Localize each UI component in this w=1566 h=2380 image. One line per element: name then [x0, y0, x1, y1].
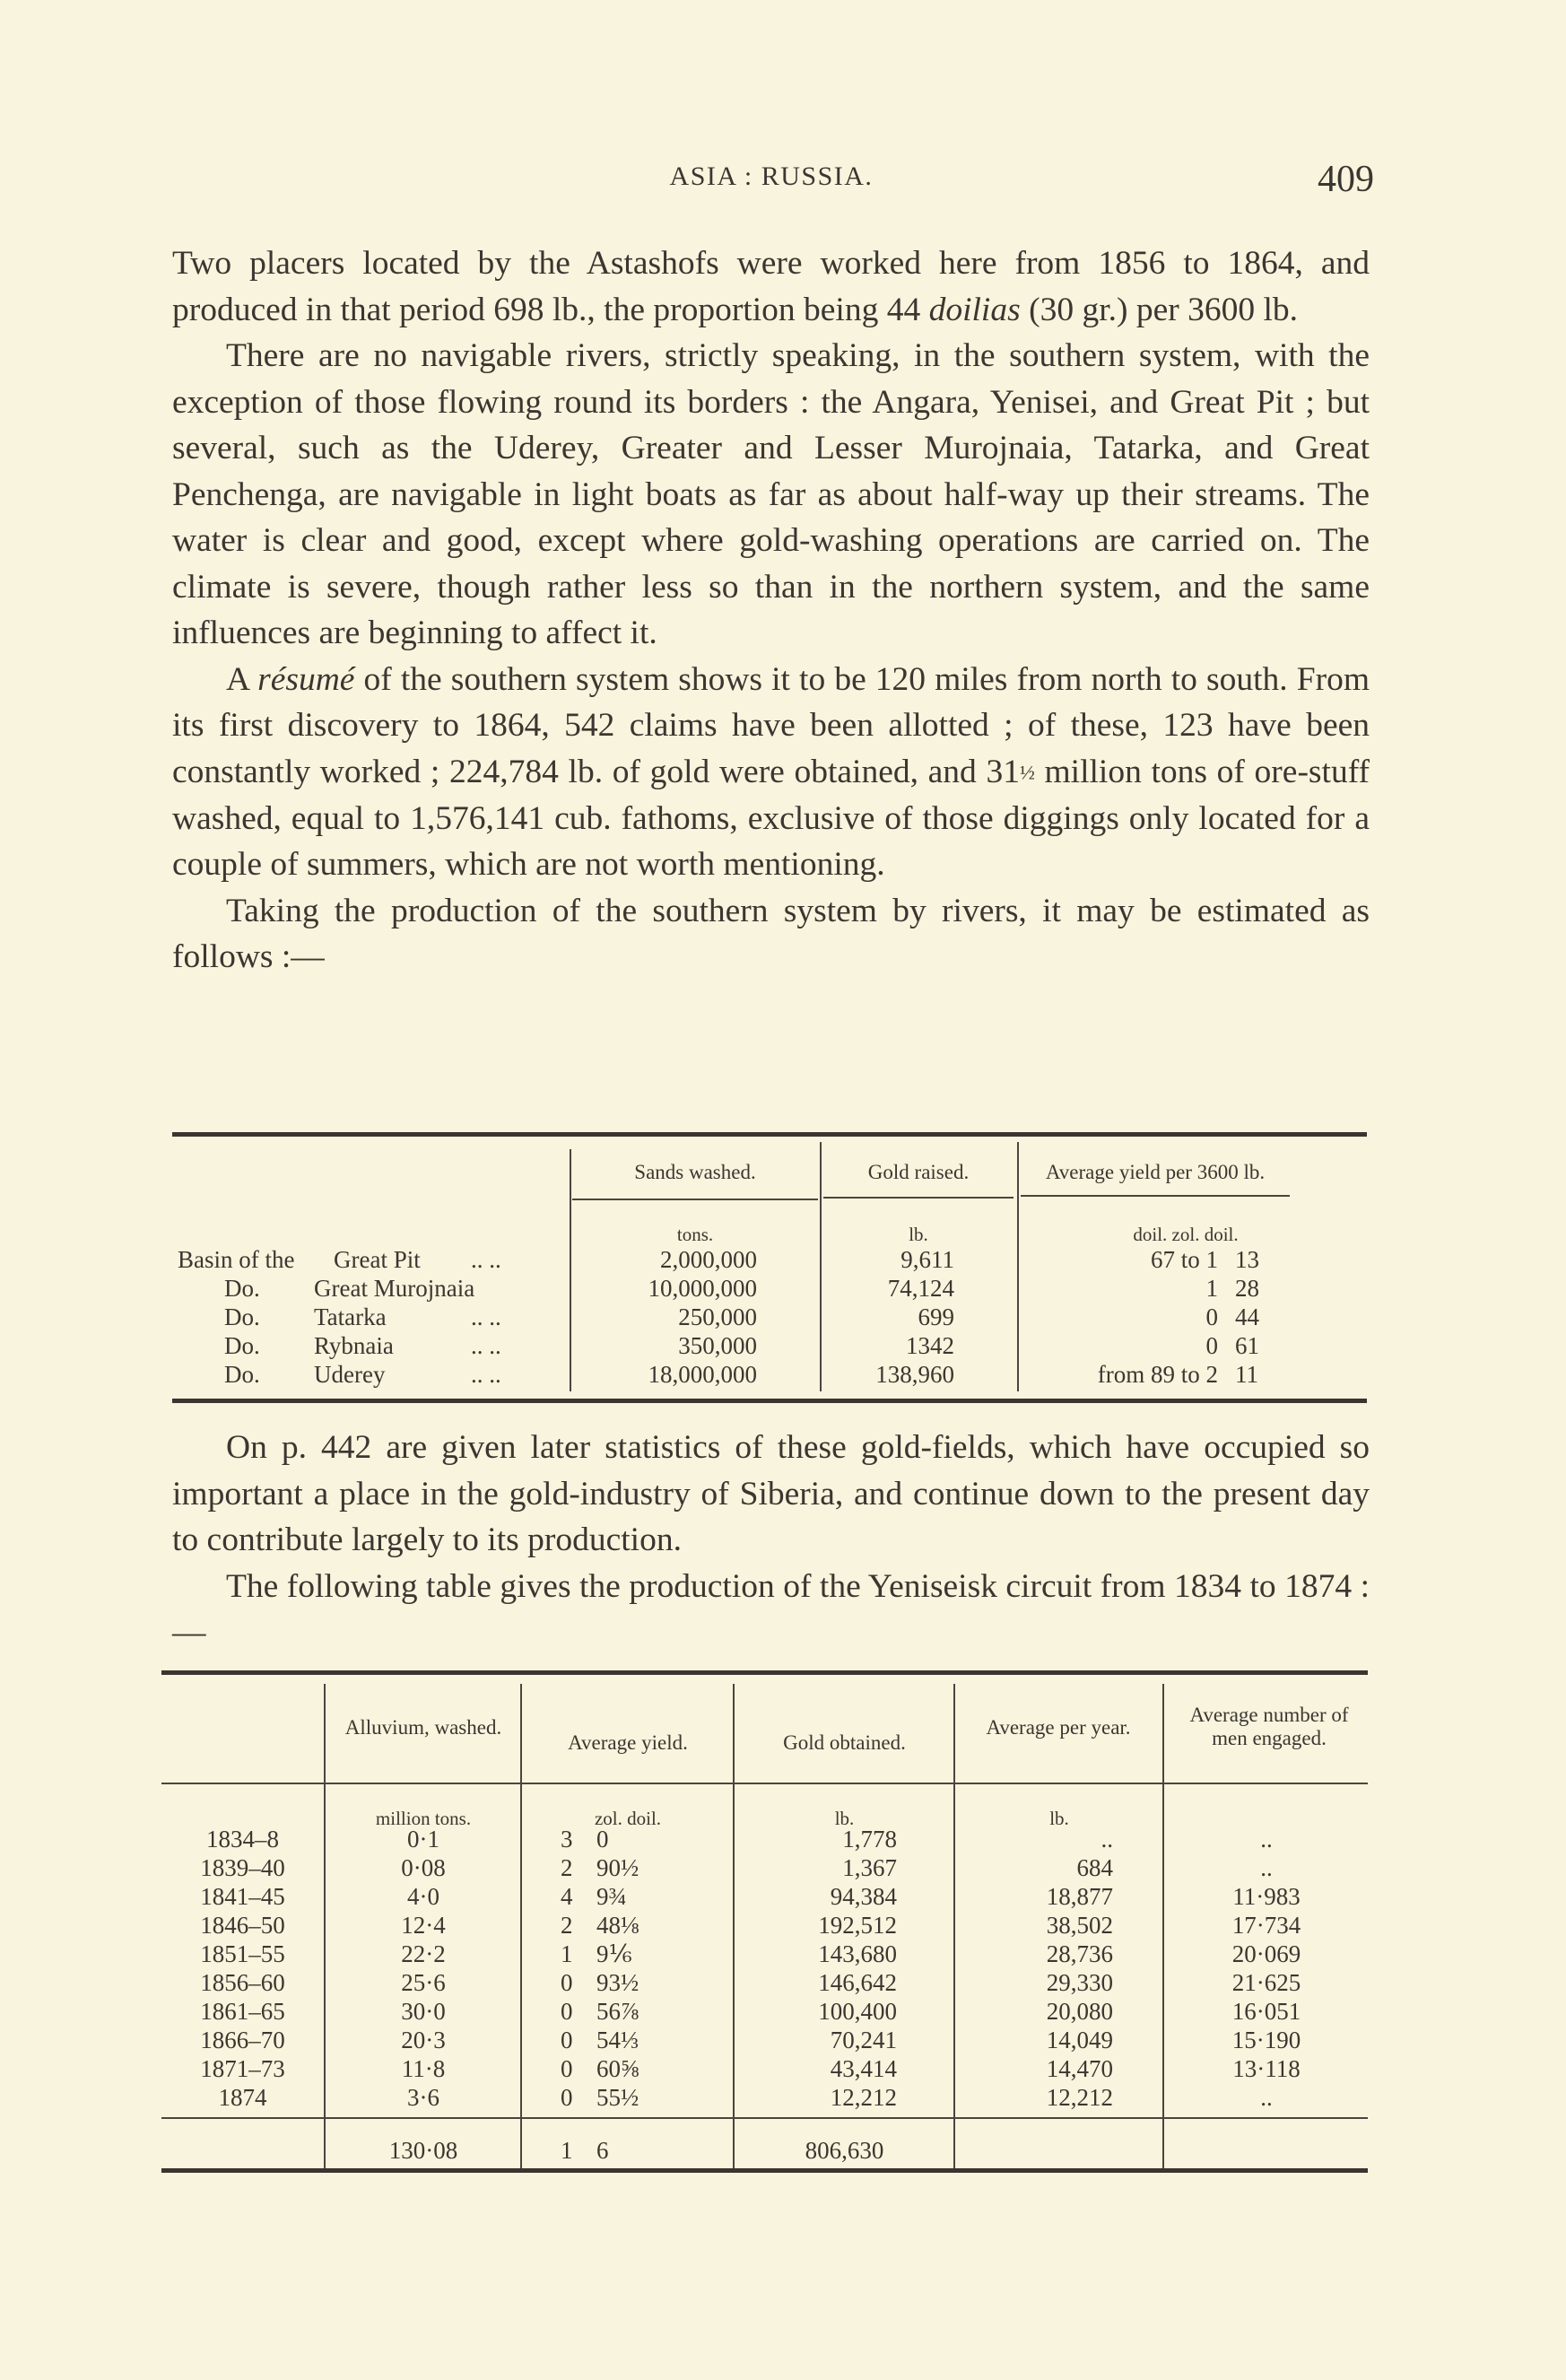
- period: 1846–50: [200, 1912, 285, 1939]
- gold-obtained-value: 70,241: [830, 2027, 897, 2053]
- sands-washed-value: 18,000,000: [648, 1361, 757, 1388]
- men-engaged-value: 16·051: [1231, 1998, 1301, 2025]
- alluvium-value: 22·2: [401, 1940, 446, 1967]
- fraction: ½: [1019, 761, 1035, 784]
- table-body: [161, 1675, 1368, 2168]
- gold-raised-value: 699: [918, 1303, 954, 1330]
- page-number: 409: [1318, 159, 1374, 200]
- sands-washed-value: 2,000,000: [660, 1246, 757, 1273]
- dot-leader: .. ..: [471, 1361, 501, 1388]
- men-engaged-value: 11·983: [1232, 1883, 1301, 1910]
- average-per-year-value: 20,080: [1046, 1998, 1113, 2025]
- page-header: [170, 158, 1372, 203]
- row-label-prefix: Do.: [224, 1361, 260, 1388]
- column-header: Gold obtained.: [783, 1731, 906, 1754]
- column-divider: [733, 1684, 735, 2168]
- gold-raised-value: 138,960: [875, 1361, 954, 1388]
- italic-term: résumé: [257, 660, 355, 698]
- yield-ratio: 67 to 1: [1150, 1246, 1218, 1273]
- river-name: Tatarka: [314, 1303, 387, 1330]
- column-divider: [520, 1684, 522, 2168]
- yield-ratio: 0: [1205, 1303, 1218, 1330]
- header-rule: [1021, 1195, 1290, 1197]
- row-label-prefix: Basin of the: [178, 1246, 295, 1273]
- row-label-prefix: Do.: [224, 1332, 260, 1359]
- gold-raised-value: 1342: [906, 1332, 954, 1359]
- row-label-prefix: Do.: [224, 1303, 260, 1330]
- paragraph-text: million tons of ore-stuff washed, equal to 1,576,141 cub. fathoms, exclusive of those diggings only located for a couple of summers, which are not worth mentioning.: [172, 753, 1370, 884]
- total-gold: 806,630: [805, 2137, 884, 2164]
- yield-zol: 0: [561, 1998, 573, 2025]
- unit-label: million tons.: [375, 1808, 472, 1829]
- running-head: ASIA : RUSSIA.: [669, 161, 874, 191]
- period: 1866–70: [200, 2027, 285, 2053]
- alluvium-value: 20·3: [401, 2027, 446, 2053]
- period: 1861–65: [200, 1998, 285, 2025]
- column-header: Average per year.: [986, 1716, 1131, 1739]
- header-rule: [572, 1199, 818, 1200]
- alluvium-value: 4·0: [407, 1883, 439, 1910]
- column-divider: [820, 1142, 822, 1391]
- yield-doil: 48⅛: [596, 1912, 639, 1939]
- average-per-year-value: 684: [1076, 1854, 1113, 1881]
- river-name: Great Murojnaia: [314, 1275, 475, 1302]
- yield-doil: 93½: [596, 1969, 639, 1996]
- alluvium-value: 12·4: [401, 1912, 446, 1939]
- men-engaged-value: 13·118: [1232, 2055, 1301, 2082]
- header-rule: [823, 1197, 1014, 1199]
- gold-obtained-value: 100,400: [818, 1998, 897, 2025]
- average-per-year-value: ..: [1101, 1826, 1113, 1853]
- men-engaged-value: 21·625: [1231, 1969, 1301, 1996]
- river-name: Uderey: [314, 1361, 386, 1388]
- dot-leader: .. ..: [471, 1246, 501, 1273]
- gold-obtained-value: 192,512: [818, 1912, 897, 1939]
- paragraph-rivers: There are no navigable rivers, strictly speaking, in the southern system, with the exception of those flowing round its borders : the Angara, Yenisei, and Great Pit ; but several, such as the Uderey, Greater and Lesser Murojnaia, Tatarka, and Great Penchenga, are navigable in light boats as far as about half-way up their streams. The water is clear and good, except where gold-washing operations are carried on. The climate is severe, though rather less so than in the northern system, and the same influences are beginning to affect it.: [172, 337, 1370, 651]
- unit-label: doil. zol. doil.: [1133, 1224, 1239, 1245]
- italic-term: doilias: [928, 291, 1021, 328]
- paragraph-following-table: The following table gives the production of the Yeniseisk circuit from 1834 to 1874 :—: [172, 1567, 1370, 1651]
- yield-zol: 2: [561, 1912, 573, 1939]
- table-southern-system-by-rivers: [172, 1132, 1367, 1403]
- paragraph-placers: [172, 240, 1370, 333]
- yield-doil: 54⅓: [596, 2027, 639, 2053]
- paragraph-text: A: [226, 660, 258, 698]
- total-doil: 6: [596, 2137, 609, 2164]
- yield-doil: 44: [1235, 1303, 1259, 1330]
- yield-ratio: from 89 to 2: [1097, 1361, 1218, 1388]
- gold-obtained-value: 12,212: [830, 2084, 897, 2111]
- unit-label: lb.: [834, 1808, 855, 1829]
- column-divider: [953, 1684, 955, 2168]
- alluvium-value: 3·6: [407, 2084, 439, 2111]
- men-engaged-value: 20·069: [1231, 1940, 1301, 1967]
- period: 1856–60: [200, 1969, 285, 1996]
- unit-label: zol. doil.: [594, 1808, 662, 1829]
- yield-zol: 0: [561, 2055, 573, 2082]
- yield-doil: 61: [1235, 1332, 1259, 1359]
- period: 1874: [218, 2084, 267, 2111]
- alluvium-value: 0·1: [407, 1826, 439, 1853]
- paragraph-resume: [172, 657, 1370, 888]
- yield-doil: 11: [1235, 1361, 1258, 1388]
- column-divider: [570, 1149, 571, 1391]
- alluvium-value: 0·08: [401, 1854, 446, 1881]
- table-yeniseisk-production: [161, 1670, 1368, 2173]
- header-rule: [161, 1783, 1368, 1784]
- gold-obtained-value: 143,680: [818, 1940, 897, 1967]
- average-per-year-value: 29,330: [1046, 1969, 1113, 1996]
- row-label-prefix: Do.: [224, 1275, 260, 1302]
- alluvium-value: 30·0: [401, 1998, 446, 2025]
- yield-zol: 0: [561, 1969, 573, 1996]
- gold-obtained-value: 146,642: [818, 1969, 897, 1996]
- sands-washed-value: 10,000,000: [648, 1275, 757, 1302]
- unit-label: lb.: [909, 1224, 928, 1245]
- table-body: [172, 1137, 1367, 1399]
- period: 1839–40: [200, 1854, 285, 1881]
- yield-doil: 90½: [596, 1854, 639, 1881]
- gold-obtained-value: 1,778: [842, 1826, 897, 1853]
- unit-label: tons.: [676, 1224, 714, 1245]
- yield-doil: 60⅝: [596, 2055, 639, 2082]
- average-per-year-value: 12,212: [1046, 2084, 1113, 2111]
- table-bottom-rule: [161, 2168, 1368, 2173]
- river-name: Great Pit: [334, 1246, 421, 1273]
- paragraph-later-statistics: On p. 442 are given later statistics of these gold-fields, which have occupied so important a place in the gold-industry of Siberia, and continue down to the present day to contribute largely to its production.: [172, 1429, 1370, 1558]
- average-per-year-value: 38,502: [1046, 1912, 1113, 1939]
- gold-obtained-value: 94,384: [830, 1883, 897, 1910]
- yield-zol: 4: [561, 1883, 573, 1910]
- period: 1851–55: [200, 1940, 285, 1967]
- sands-washed-value: 250,000: [678, 1303, 757, 1330]
- average-per-year-value: 14,470: [1046, 2055, 1113, 2082]
- total-alluvium: 130·08: [388, 2137, 458, 2164]
- column-header: Average number of men engaged.: [1189, 1704, 1349, 1749]
- gold-raised-value: 74,124: [887, 1275, 954, 1302]
- average-per-year-value: 14,049: [1046, 2027, 1113, 2053]
- yield-doil: 28: [1235, 1275, 1259, 1302]
- yield-zol: 0: [561, 2027, 573, 2053]
- yield-zol: 0: [561, 2084, 573, 2111]
- column-header: Alluvium, washed.: [344, 1716, 502, 1739]
- yield-ratio: 0: [1205, 1332, 1218, 1359]
- yield-zol: 2: [561, 1854, 573, 1881]
- men-engaged-value: ..: [1260, 1826, 1273, 1853]
- yield-doil: 9⅙: [596, 1940, 632, 1967]
- column-divider: [1017, 1142, 1019, 1391]
- men-engaged-value: 17·734: [1231, 1912, 1301, 1939]
- yield-doil: 56⅞: [596, 1998, 639, 2025]
- period: 1841–45: [200, 1883, 285, 1910]
- average-per-year-value: 28,736: [1046, 1940, 1113, 1967]
- period: 1871–73: [200, 2055, 285, 2082]
- dot-leader: .. ..: [471, 1303, 501, 1330]
- period: 1834–8: [206, 1826, 279, 1853]
- paragraph-text: Two placers located by the Astashofs were worked here from 1856 to 1864, and produced in that period 698 lb., the proportion being 44: [172, 245, 1370, 328]
- paragraph-text: (30 gr.) per 3600 lb.: [1020, 291, 1299, 328]
- totals-rule: [161, 2117, 1368, 2119]
- gold-raised-value: 9,611: [900, 1246, 954, 1273]
- yield-doil: 9¾: [596, 1883, 627, 1910]
- text-block-bottom: [172, 1425, 1370, 1656]
- gold-obtained-value: 1,367: [842, 1854, 897, 1881]
- men-engaged-value: 15·190: [1231, 2027, 1301, 2053]
- column-divider: [324, 1684, 326, 2168]
- average-per-year-value: 18,877: [1046, 1883, 1113, 1910]
- dot-leader: .. ..: [471, 1332, 501, 1359]
- paragraph-text: of the southern system shows it to be 120 miles from north to south. From its first discovery to 1864, 542 claims have been allotted ; of these, 123 have been constantly worked ; 224,784 lb. of gold were obtained, and 31: [172, 660, 1370, 790]
- column-header: Average yield.: [568, 1731, 688, 1754]
- unit-label: lb.: [1049, 1808, 1069, 1829]
- alluvium-value: 11·8: [401, 2055, 446, 2082]
- alluvium-value: 25·6: [401, 1969, 446, 1996]
- men-engaged-value: ..: [1260, 1854, 1273, 1881]
- river-name: Rybnaia: [314, 1332, 394, 1359]
- yield-doil: 0: [596, 1826, 609, 1853]
- column-divider: [1162, 1684, 1164, 2168]
- paragraph-taking: Taking the production of the southern system by rivers, it may be estimated as follows :—: [172, 892, 1370, 976]
- sands-washed-value: 350,000: [678, 1332, 757, 1359]
- yield-doil: 55½: [596, 2084, 639, 2111]
- yield-zol: 3: [561, 1826, 573, 1853]
- column-header: Gold raised.: [867, 1161, 970, 1183]
- gold-obtained-value: 43,414: [830, 2055, 897, 2082]
- yield-ratio: 1: [1205, 1275, 1218, 1302]
- total-zol: 1: [561, 2137, 573, 2164]
- text-block-top: [172, 240, 1370, 981]
- yield-doil: 13: [1235, 1246, 1259, 1273]
- men-engaged-value: ..: [1260, 2084, 1273, 2111]
- table-bottom-rule: [172, 1399, 1367, 1403]
- column-header: Average yield per 3600 lb.: [1045, 1161, 1266, 1183]
- column-header: Sands washed.: [634, 1161, 756, 1183]
- yield-zol: 1: [561, 1940, 573, 1967]
